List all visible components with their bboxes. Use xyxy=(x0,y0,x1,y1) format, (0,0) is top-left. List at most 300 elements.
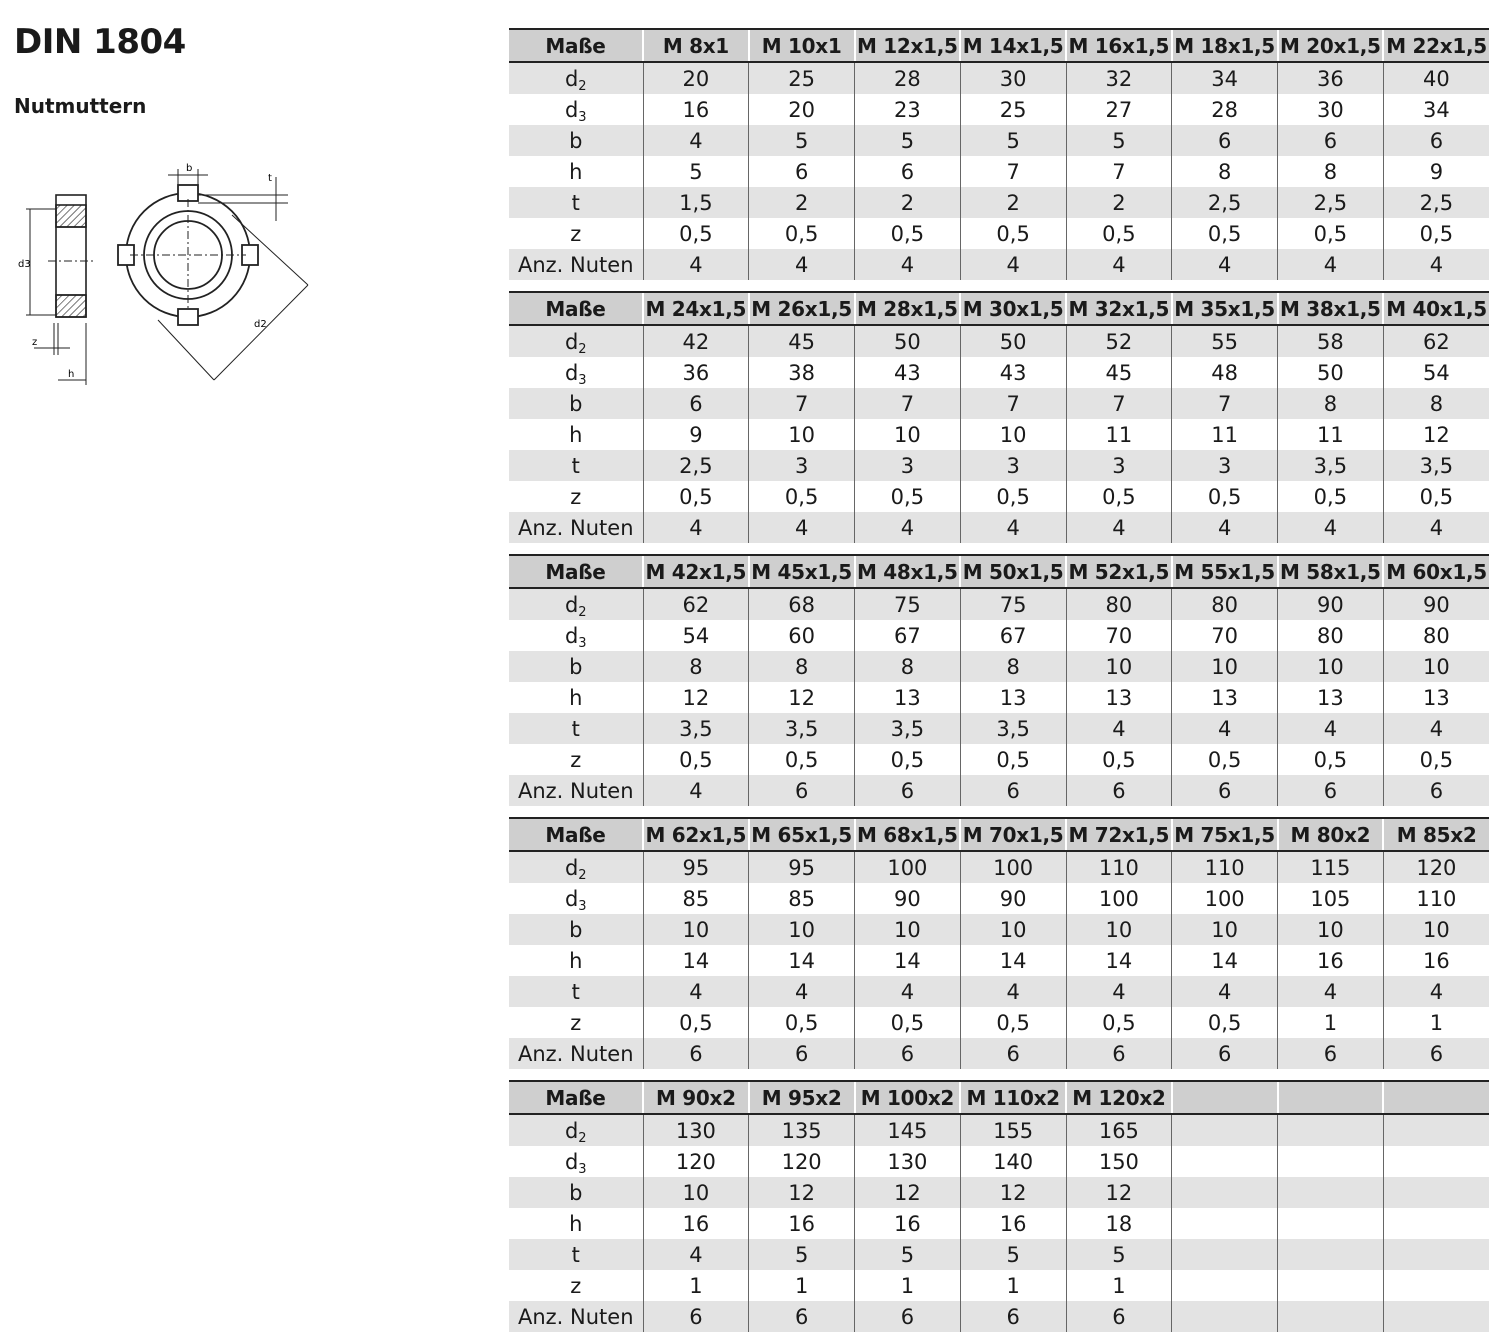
table-cell: 110 xyxy=(1066,851,1172,883)
table-cell: 54 xyxy=(643,620,749,651)
table-cell: 6 xyxy=(749,1038,855,1069)
size-header: M 55x1,5 xyxy=(1172,555,1278,588)
table-cell: 0,5 xyxy=(960,744,1066,775)
table-row xyxy=(509,883,1489,914)
row-label-base: Anz. Nuten xyxy=(517,1304,634,1329)
table-cell: 4 xyxy=(855,976,961,1007)
table-cell: 58 xyxy=(1278,325,1384,357)
row-label-base: t xyxy=(571,190,580,215)
table-row xyxy=(509,976,1489,1007)
table-cell: 3 xyxy=(1172,450,1278,481)
table-cell: 4 xyxy=(643,1239,749,1270)
table-cell: 30 xyxy=(960,62,1066,94)
row-label xyxy=(509,651,643,682)
row-label xyxy=(509,419,643,450)
table-cell xyxy=(1278,1208,1384,1239)
table-cell: 16 xyxy=(749,1208,855,1239)
table-cell: 54 xyxy=(1383,357,1489,388)
size-header: M 42x1,5 xyxy=(643,555,749,588)
table-cell: 10 xyxy=(855,914,961,945)
d2-label: d2 xyxy=(254,319,267,330)
table-cell: 13 xyxy=(855,682,961,713)
table-cell: 14 xyxy=(749,945,855,976)
b-label: b xyxy=(186,163,193,174)
table-cell: 6 xyxy=(1172,125,1278,156)
size-header: M 60x1,5 xyxy=(1383,555,1489,588)
page-title: DIN 1804 xyxy=(14,22,186,62)
row-label xyxy=(509,682,643,713)
size-header xyxy=(1278,1081,1384,1114)
row-label xyxy=(509,1239,643,1270)
row-label xyxy=(509,450,643,481)
table-cell: 68 xyxy=(749,588,855,620)
table-cell: 13 xyxy=(1383,682,1489,713)
table-cell: 10 xyxy=(1172,914,1278,945)
table-cell: 25 xyxy=(960,94,1066,125)
table-cell: 0,5 xyxy=(749,744,855,775)
table-cell: 110 xyxy=(1172,851,1278,883)
table-cell: 6 xyxy=(749,156,855,187)
table-cell: 4 xyxy=(1172,976,1278,1007)
table-cell: 4 xyxy=(643,249,749,280)
table-cell: 140 xyxy=(960,1146,1066,1177)
table-row xyxy=(509,1038,1489,1069)
table-cell: 120 xyxy=(1383,851,1489,883)
row-label xyxy=(509,357,643,388)
table-cell: 5 xyxy=(749,125,855,156)
h-label: h xyxy=(68,369,75,380)
size-header: M 38x1,5 xyxy=(1278,292,1384,325)
row-label-base: b xyxy=(569,654,583,679)
size-header: M 22x1,5 xyxy=(1383,29,1489,62)
table-cell: 6 xyxy=(1383,775,1489,806)
table-cell: 5 xyxy=(749,1239,855,1270)
table-row xyxy=(509,588,1489,620)
table-cell: 5 xyxy=(960,125,1066,156)
size-header: M 68x1,5 xyxy=(855,818,961,851)
row-label-base: b xyxy=(569,391,583,416)
header-label: Maße xyxy=(509,292,643,325)
size-header: M 52x1,5 xyxy=(1066,555,1172,588)
size-header: M 14x1,5 xyxy=(960,29,1066,62)
table-cell: 6 xyxy=(1278,775,1384,806)
table-cell: 1 xyxy=(749,1270,855,1301)
dimension-table xyxy=(509,291,1489,543)
table-cell: 85 xyxy=(643,883,749,914)
table-row xyxy=(509,357,1489,388)
table-cell xyxy=(1383,1208,1489,1239)
table-cell: 14 xyxy=(643,945,749,976)
size-header: M 16x1,5 xyxy=(1066,29,1172,62)
table-row xyxy=(509,1007,1489,1038)
row-label-base: t xyxy=(571,453,580,478)
table-cell: 6 xyxy=(855,775,961,806)
row-label xyxy=(509,62,643,94)
table-cell xyxy=(1278,1270,1384,1301)
table-cell: 3,5 xyxy=(960,713,1066,744)
table-cell: 0,5 xyxy=(643,1007,749,1038)
table-cell xyxy=(1383,1270,1489,1301)
table-cell: 13 xyxy=(1172,682,1278,713)
row-label-base: d xyxy=(564,1118,579,1143)
table-cell xyxy=(1383,1239,1489,1270)
table-cell: 27 xyxy=(1066,94,1172,125)
table-cell: 28 xyxy=(855,62,961,94)
table-cell xyxy=(1172,1208,1278,1239)
table-cell: 43 xyxy=(855,357,961,388)
table-cell: 7 xyxy=(960,156,1066,187)
table-cell: 6 xyxy=(1172,1038,1278,1069)
table-cell: 7 xyxy=(1172,388,1278,419)
table-cell: 13 xyxy=(1066,682,1172,713)
size-header: M 65x1,5 xyxy=(749,818,855,851)
row-label xyxy=(509,388,643,419)
table-cell: 10 xyxy=(960,914,1066,945)
table-cell: 3 xyxy=(1066,450,1172,481)
table-cell: 40 xyxy=(1383,62,1489,94)
table-cell: 6 xyxy=(1383,1038,1489,1069)
table-cell: 6 xyxy=(1278,1038,1384,1069)
size-header xyxy=(1383,1081,1489,1114)
table-row xyxy=(509,125,1489,156)
table-cell xyxy=(1278,1301,1384,1332)
table-cell: 0,5 xyxy=(749,481,855,512)
row-label xyxy=(509,218,643,249)
table-cell: 8 xyxy=(960,651,1066,682)
table-cell: 12 xyxy=(1066,1177,1172,1208)
table-cell: 12 xyxy=(1383,419,1489,450)
row-label-subscript: 3 xyxy=(578,109,587,125)
table-cell: 4 xyxy=(1066,713,1172,744)
table-cell: 52 xyxy=(1066,325,1172,357)
table-cell: 0,5 xyxy=(855,744,961,775)
row-label xyxy=(509,1114,643,1146)
table-cell: 10 xyxy=(749,419,855,450)
table-cell: 4 xyxy=(1383,713,1489,744)
table-cell: 2 xyxy=(960,187,1066,218)
row-label xyxy=(509,775,643,806)
table-cell xyxy=(1278,1239,1384,1270)
table-cell: 6 xyxy=(960,1038,1066,1069)
table-cell: 7 xyxy=(749,388,855,419)
table-cell: 28 xyxy=(1172,94,1278,125)
size-header: M 85x2 xyxy=(1383,818,1489,851)
size-header: M 75x1,5 xyxy=(1172,818,1278,851)
table-cell: 0,5 xyxy=(1066,481,1172,512)
table-cell: 0,5 xyxy=(1172,218,1278,249)
table-cell: 6 xyxy=(855,156,961,187)
row-label-subscript: 3 xyxy=(578,1161,587,1177)
table-cell: 9 xyxy=(643,419,749,450)
row-label xyxy=(509,744,643,775)
row-label-base: b xyxy=(569,128,583,153)
row-label-subscript: 3 xyxy=(578,898,587,914)
table-cell: 8 xyxy=(855,651,961,682)
row-label-base: Anz. Nuten xyxy=(517,778,634,803)
table-cell: 10 xyxy=(1278,914,1384,945)
table-cell: 0,5 xyxy=(1383,218,1489,249)
row-label-base: d xyxy=(564,886,579,911)
table-cell xyxy=(1172,1146,1278,1177)
table-cell: 16 xyxy=(1278,945,1384,976)
table-cell: 13 xyxy=(1278,682,1384,713)
size-header: M 58x1,5 xyxy=(1278,555,1384,588)
table-cell: 100 xyxy=(855,851,961,883)
table-cell: 0,5 xyxy=(749,218,855,249)
table-row xyxy=(509,481,1489,512)
table-cell: 12 xyxy=(643,682,749,713)
header-label: Maße xyxy=(509,555,643,588)
table-cell: 1 xyxy=(643,1270,749,1301)
table-cell: 6 xyxy=(960,775,1066,806)
table-cell: 7 xyxy=(1066,156,1172,187)
table-cell: 10 xyxy=(1066,914,1172,945)
table-cell: 4 xyxy=(855,249,961,280)
row-label xyxy=(509,125,643,156)
row-label-base: d xyxy=(564,97,579,122)
table-cell: 7 xyxy=(1066,388,1172,419)
table-cell: 4 xyxy=(1172,249,1278,280)
table-row xyxy=(509,713,1489,744)
table-cell: 6 xyxy=(643,1038,749,1069)
table-row xyxy=(509,651,1489,682)
table-cell: 0,5 xyxy=(1383,481,1489,512)
row-label xyxy=(509,1007,643,1038)
size-header: M 72x1,5 xyxy=(1066,818,1172,851)
table-cell: 16 xyxy=(643,94,749,125)
table-row xyxy=(509,94,1489,125)
nut-side-view xyxy=(26,195,94,385)
table-cell: 9 xyxy=(1383,156,1489,187)
size-header: M 100x2 xyxy=(855,1081,961,1114)
row-label xyxy=(509,976,643,1007)
table-cell: 0,5 xyxy=(1278,481,1384,512)
row-label-subscript: 2 xyxy=(578,604,587,620)
table-cell: 5 xyxy=(643,156,749,187)
table-cell: 0,5 xyxy=(643,481,749,512)
table-cell: 4 xyxy=(960,512,1066,543)
table-cell: 43 xyxy=(960,357,1066,388)
table-cell: 0,5 xyxy=(1172,1007,1278,1038)
row-label xyxy=(509,1270,643,1301)
size-header: M 90x2 xyxy=(643,1081,749,1114)
row-label xyxy=(509,156,643,187)
row-label-base: t xyxy=(571,979,580,1004)
table-cell: 12 xyxy=(855,1177,961,1208)
size-header: M 120x2 xyxy=(1066,1081,1172,1114)
size-header: M 48x1,5 xyxy=(855,555,961,588)
table-cell: 0,5 xyxy=(1172,744,1278,775)
table-cell: 6 xyxy=(855,1038,961,1069)
table-cell xyxy=(1383,1177,1489,1208)
table-cell: 0,5 xyxy=(960,218,1066,249)
table-row xyxy=(509,450,1489,481)
size-header: M 26x1,5 xyxy=(749,292,855,325)
table-cell: 6 xyxy=(1066,775,1172,806)
table-row xyxy=(509,914,1489,945)
table-cell: 12 xyxy=(749,682,855,713)
table-cell: 95 xyxy=(749,851,855,883)
table-cell: 80 xyxy=(1066,588,1172,620)
table-cell: 90 xyxy=(1278,588,1384,620)
table-cell: 20 xyxy=(643,62,749,94)
table-row xyxy=(509,744,1489,775)
table-cell: 12 xyxy=(749,1177,855,1208)
row-label xyxy=(509,620,643,651)
table-cell: 8 xyxy=(749,651,855,682)
table-cell: 10 xyxy=(1172,651,1278,682)
row-label xyxy=(509,94,643,125)
table-cell: 6 xyxy=(749,1301,855,1332)
table-cell: 4 xyxy=(1278,249,1384,280)
table-cell: 30 xyxy=(1278,94,1384,125)
row-label-subscript: 2 xyxy=(578,78,587,94)
z-label: z xyxy=(32,337,38,348)
table-cell: 60 xyxy=(749,620,855,651)
table-cell: 13 xyxy=(960,682,1066,713)
table-cell: 80 xyxy=(1383,620,1489,651)
table-cell: 67 xyxy=(855,620,961,651)
row-label xyxy=(509,914,643,945)
table-cell: 0,5 xyxy=(855,481,961,512)
row-label-base: z xyxy=(570,1273,582,1298)
row-label-base: d xyxy=(564,592,579,617)
size-header: M 18x1,5 xyxy=(1172,29,1278,62)
table-cell: 0,5 xyxy=(960,1007,1066,1038)
table-cell: 4 xyxy=(1278,713,1384,744)
table-cell: 80 xyxy=(1172,588,1278,620)
table-cell: 120 xyxy=(749,1146,855,1177)
table-cell: 135 xyxy=(749,1114,855,1146)
table-cell: 42 xyxy=(643,325,749,357)
table-cell: 62 xyxy=(643,588,749,620)
dimension-table xyxy=(509,28,1489,280)
slotted-nut-drawing xyxy=(18,155,318,395)
table-cell: 90 xyxy=(855,883,961,914)
table-cell: 2 xyxy=(749,187,855,218)
table-cell: 4 xyxy=(643,775,749,806)
table-cell: 2 xyxy=(1066,187,1172,218)
size-header: M 12x1,5 xyxy=(855,29,961,62)
table-cell: 14 xyxy=(960,945,1066,976)
table-row xyxy=(509,1146,1489,1177)
row-label-base: Anz. Nuten xyxy=(517,252,634,277)
row-label xyxy=(509,1301,643,1332)
table-cell: 32 xyxy=(1066,62,1172,94)
row-label-base: t xyxy=(571,716,580,741)
size-header: M 45x1,5 xyxy=(749,555,855,588)
row-label-base: z xyxy=(570,221,582,246)
table-cell: 4 xyxy=(1278,512,1384,543)
d3-label: d3 xyxy=(18,259,31,270)
table-cell: 45 xyxy=(749,325,855,357)
table-cell: 23 xyxy=(855,94,961,125)
table-cell: 10 xyxy=(960,419,1066,450)
table-cell: 10 xyxy=(1066,651,1172,682)
table-cell: 2,5 xyxy=(1172,187,1278,218)
table-row xyxy=(509,1114,1489,1146)
nut-front-view xyxy=(118,169,308,380)
table-cell: 1,5 xyxy=(643,187,749,218)
table-cell: 3,5 xyxy=(643,713,749,744)
row-label-base: d xyxy=(564,623,579,648)
table-cell: 4 xyxy=(1278,976,1384,1007)
size-header: M 110x2 xyxy=(960,1081,1066,1114)
row-label xyxy=(509,1146,643,1177)
table-cell: 115 xyxy=(1278,851,1384,883)
table-cell xyxy=(1278,1177,1384,1208)
table-cell: 0,5 xyxy=(749,1007,855,1038)
row-label xyxy=(509,325,643,357)
table-cell: 0,5 xyxy=(960,481,1066,512)
table-cell: 4 xyxy=(1383,512,1489,543)
table-cell: 5 xyxy=(1066,1239,1172,1270)
table-row xyxy=(509,187,1489,218)
table-cell: 11 xyxy=(1278,419,1384,450)
row-label-base: h xyxy=(569,948,583,973)
table-row xyxy=(509,1270,1489,1301)
table-cell: 0,5 xyxy=(1066,218,1172,249)
table-cell: 34 xyxy=(1383,94,1489,125)
table-row xyxy=(509,249,1489,280)
table-cell: 85 xyxy=(749,883,855,914)
dimension-table xyxy=(509,554,1489,806)
table-cell: 100 xyxy=(1066,883,1172,914)
table-row xyxy=(509,218,1489,249)
table-cell: 7 xyxy=(960,388,1066,419)
row-label-base: d xyxy=(564,329,579,354)
row-label xyxy=(509,883,643,914)
table-cell: 3,5 xyxy=(1383,450,1489,481)
row-label-subscript: 3 xyxy=(578,372,587,388)
table-cell: 1 xyxy=(1066,1270,1172,1301)
table-cell: 6 xyxy=(1383,125,1489,156)
table-row xyxy=(509,620,1489,651)
table-cell: 45 xyxy=(1066,357,1172,388)
table-cell: 8 xyxy=(1278,388,1384,419)
row-label-subscript: 2 xyxy=(578,867,587,883)
table-cell: 3,5 xyxy=(749,713,855,744)
table-cell: 4 xyxy=(1172,713,1278,744)
size-header: M 32x1,5 xyxy=(1066,292,1172,325)
row-label xyxy=(509,187,643,218)
table-cell: 0,5 xyxy=(1383,744,1489,775)
table-cell: 0,5 xyxy=(1278,218,1384,249)
row-label xyxy=(509,512,643,543)
size-header: M 40x1,5 xyxy=(1383,292,1489,325)
table-cell: 0,5 xyxy=(855,1007,961,1038)
table-cell: 3 xyxy=(749,450,855,481)
table-cell: 4 xyxy=(749,976,855,1007)
table-cell: 10 xyxy=(855,419,961,450)
row-label-base: z xyxy=(570,747,582,772)
table-row xyxy=(509,1301,1489,1332)
row-label-base: z xyxy=(570,484,582,509)
page-subtitle: Nutmuttern xyxy=(14,94,147,118)
table-cell: 0,5 xyxy=(1172,481,1278,512)
row-label-subscript: 2 xyxy=(578,1130,587,1146)
table-cell: 67 xyxy=(960,620,1066,651)
table-cell: 4 xyxy=(643,125,749,156)
table-cell: 16 xyxy=(643,1208,749,1239)
row-label-subscript: 2 xyxy=(578,341,587,357)
table-cell: 2 xyxy=(855,187,961,218)
table-cell xyxy=(1172,1114,1278,1146)
size-header: M 30x1,5 xyxy=(960,292,1066,325)
table-cell xyxy=(1278,1114,1384,1146)
row-label-base: Anz. Nuten xyxy=(517,515,634,540)
table-cell: 3 xyxy=(855,450,961,481)
